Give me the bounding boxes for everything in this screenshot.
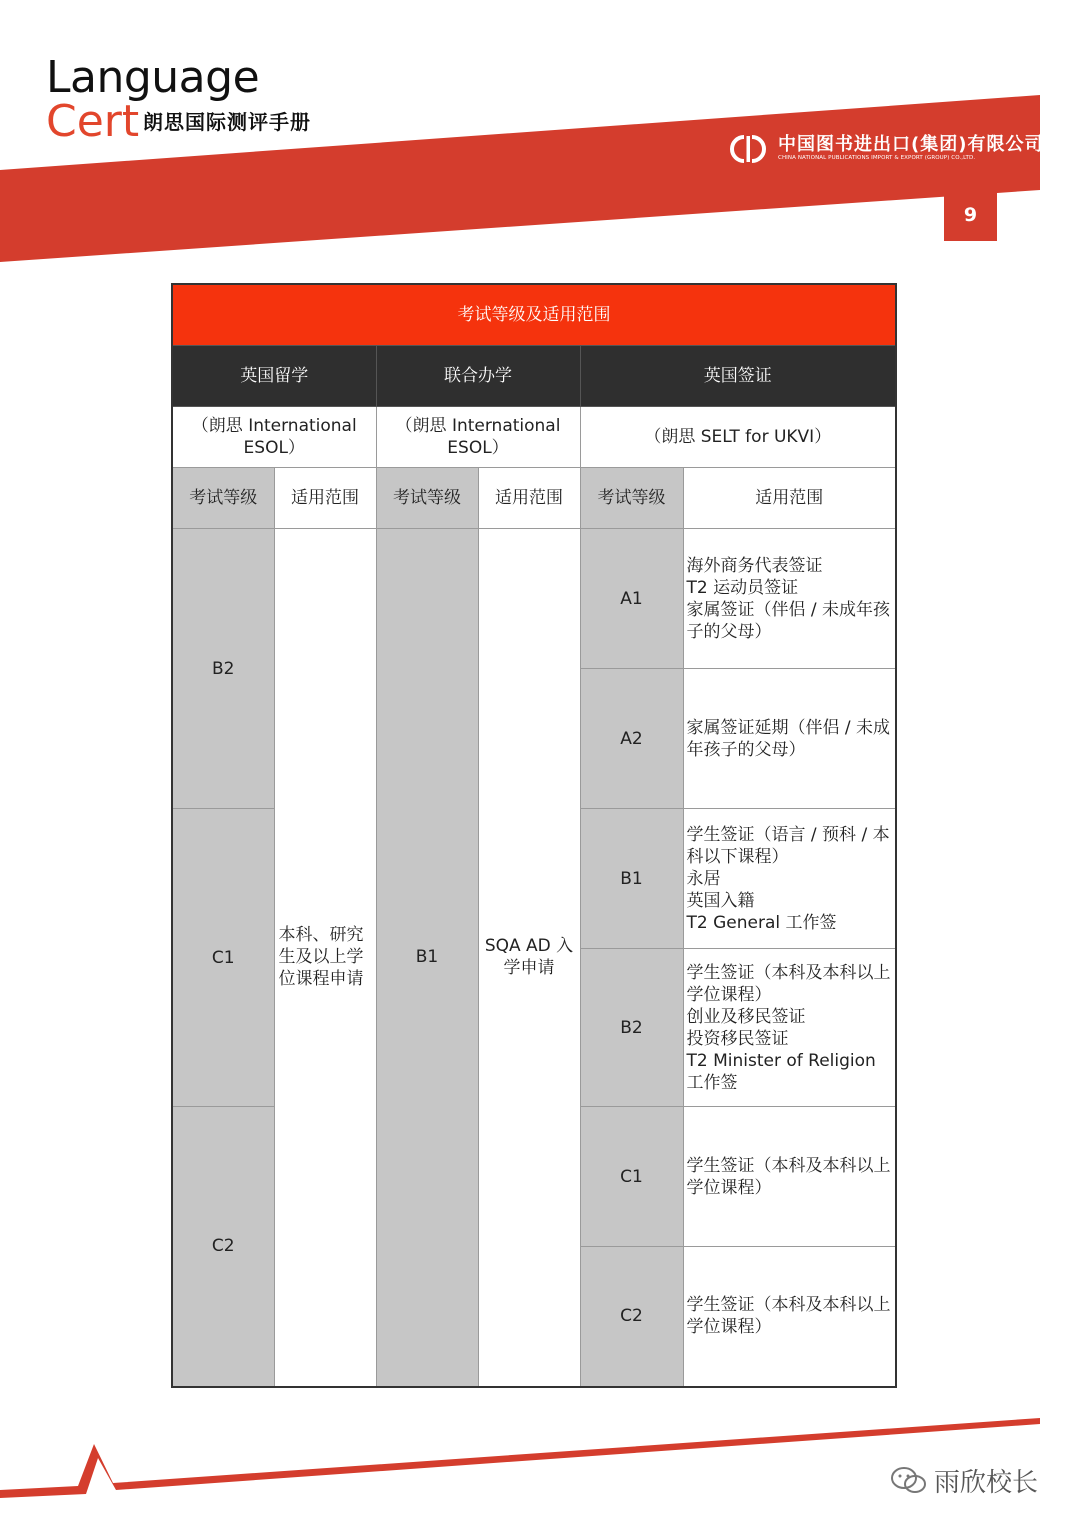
visa-level-c1: C1: [580, 1107, 683, 1247]
visa-level-c2: C2: [580, 1247, 683, 1387]
scope-line: 投资移民签证: [686, 1028, 789, 1049]
exam-joint: （朗思 International ESOL）: [376, 407, 580, 468]
visa-level-a1: A1: [580, 529, 683, 669]
scope-line: 英国入籍: [686, 890, 755, 911]
col-scope-joint: 适用范围: [478, 468, 580, 529]
visa-scope-c2: [683, 1247, 896, 1387]
scope-line: T2 运动员签证: [686, 577, 799, 598]
visa-scope-b1: [683, 809, 896, 949]
wechat-icon: [890, 1466, 928, 1496]
logo-cert: Cert: [46, 96, 140, 147]
scope-line: 永居: [686, 868, 721, 889]
visa-scope-a1: [683, 529, 896, 669]
study-scope: 本科、研究生及以上学位课程申请: [274, 529, 376, 1387]
visa-level-b1: B1: [580, 809, 683, 949]
visa-level-a2: A2: [580, 669, 683, 809]
logo-language: Language: [46, 52, 260, 103]
company-name-cn: 中国图书进出口(集团)有限公司: [778, 134, 1044, 155]
group-visa: 英国签证: [580, 346, 896, 407]
scope-line: 家属签证（伴侣 / 未成年孩子的父母）: [686, 599, 891, 642]
watermark: [890, 1462, 1038, 1499]
company-name-en: CHINA NATIONAL PUBLICATIONS IMPORT & EXPORT (GROUP) CO.,LTD.: [778, 155, 976, 161]
scope-line: 学生签证（本科及本科以上学位课程）: [686, 962, 891, 1005]
scope-line: T2 Minister of Religion 工作签: [686, 1050, 876, 1093]
col-scope-visa: 适用范围: [683, 468, 896, 529]
visa-scope-b2: [683, 949, 896, 1107]
group-joint: 联合办学: [376, 346, 580, 407]
col-scope-study: 适用范围: [274, 468, 376, 529]
joint-level-b1: B1: [376, 529, 478, 1387]
study-level-c2: C2: [172, 1107, 274, 1387]
study-level-b2: B2: [172, 529, 274, 809]
scope-line: T2 General 工作签: [686, 912, 837, 933]
scope-line: 创业及移民签证: [686, 1006, 806, 1027]
exam-level-table: [171, 283, 897, 1388]
exam-visa: （朗思 SELT for UKVI）: [580, 407, 896, 468]
company-logo: [730, 134, 1043, 164]
col-level-joint: 考试等级: [376, 468, 478, 529]
col-level-study: 考试等级: [172, 468, 274, 529]
exam-study: （朗思 International ESOL）: [172, 407, 376, 468]
visa-level-b2: B2: [580, 949, 683, 1107]
scope-line: 学生签证（本科及本科以上学位课程）: [686, 1155, 891, 1198]
handbook-subtitle: 朗思国际测评手册: [143, 110, 311, 134]
scope-line: 学生签证（语言 / 预科 / 本科以下课程）: [686, 824, 890, 867]
scope-line: 海外商务代表签证: [686, 555, 823, 576]
table-title: 考试等级及适用范围: [172, 284, 896, 346]
joint-scope: SQA AD 入学申请: [478, 529, 580, 1387]
visa-scope-a2: [683, 669, 896, 809]
group-study: 英国留学: [172, 346, 376, 407]
scope-line: 学生签证（本科及本科以上学位课程）: [686, 1295, 891, 1338]
watermark-text: 雨欣校长: [934, 1468, 1039, 1498]
col-level-visa: 考试等级: [580, 468, 683, 529]
company-mark-icon: [730, 134, 770, 164]
study-level-c1: C1: [172, 809, 274, 1107]
page-number: 9: [944, 188, 997, 241]
scope-line: 家属签证延期（伴侣 / 未成年孩子的父母）: [686, 717, 891, 760]
visa-scope-c1: [683, 1107, 896, 1247]
